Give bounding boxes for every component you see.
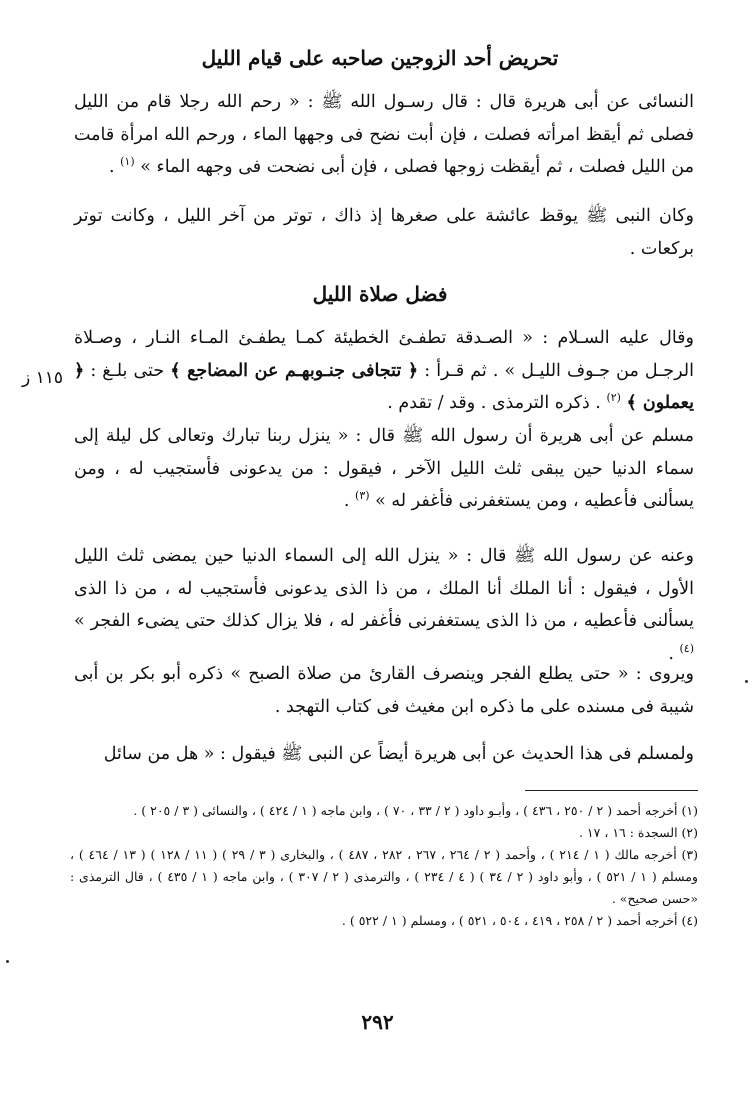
- footnotes: [70, 800, 698, 932]
- hadith-text-c: . ذكره الترمذى . وقد / تقدم .: [387, 393, 601, 413]
- footnote-separator: [525, 790, 698, 791]
- scan-speck: [745, 680, 748, 683]
- hadith-text: النسائى عن أبى هريرة قال : قال رسـول الله ﷺ : « رحم الله رجلا قام من الليل فصلى ثم أيقظ امرأته فصلت ، فإن أبت نضح فى وجهها الماء ، ورحم الله امرأة قامت من الليل فصلت ، ثم أيقظت زوجها فصلى ، فإن أبى نضحت فى وجهه الماء »: [74, 92, 694, 177]
- footnote-2: (٢) السجدة : ١٦ ، ١٧ .: [578, 825, 698, 840]
- footnote-ref-3: (٣): [355, 489, 370, 503]
- hadith-text-a: وقال عليه السـلام : « الصـدقة تطفـئ الخطيئة كمـا يطفـئ المـاء النـار ، وصـلاة الرجـل من جـوف الليـل » . ثم قـرأ :: [74, 328, 694, 381]
- paragraph-muslim-continuation: ولمسلم فى هذا الحديث عن أبى هريرة أيضاً عن النبى ﷺ فيقول : « هل من سائل: [103, 744, 694, 764]
- page-number: ٢٩٢: [361, 1010, 394, 1034]
- paragraph-ibn-abi-shaybah: ويروى : « حتى يطلع الفجر وينصرف القارئ من صلاة الصبح » ذكره أبو بكر بن أبى شيبة فى مسنده على ما ذكره ابن مغيث فى كتاب التهجد .: [74, 664, 694, 717]
- paragraph-sadaqa-hadith: [74, 322, 694, 420]
- footnote-1: (١) أخرجه أحمد ( ٢ / ٢٥٠ ، ٤٣٦ ) ، وأبـو داود ( ٢ / ٣٣ ، ٧٠ ) ، وابن ماجه ( ١ / ٤٢٤ ) ، والنسائى ( ٣ / ٢٠٥ ) .: [133, 803, 698, 818]
- section-heading-encouraging-spouse: تحريض أحد الزوجين صاحبه على قيام الليل: [201, 46, 559, 70]
- hadith-end: .: [108, 157, 115, 177]
- paragraph-descent-hadith: [74, 540, 694, 670]
- quran-quote-2: ﴿ يعملون ﴾: [74, 360, 694, 413]
- footnote-ref-2: (٢): [606, 391, 621, 405]
- section-heading-night-prayer-virtue: فضل صلاة الليل: [312, 282, 448, 306]
- paragraph-aisha-witr: وكان النبى ﷺ يوقظ عائشة على صغرها إذ ذاك ، توتر من آخر الليل ، وكانت توتر بركعات .: [74, 206, 694, 259]
- hadith-text: وعنه عن رسول الله ﷺ قال : « ينزل الله إلى السماء الدنيا حين يمضى ثلث الليل الأول ، فيقول : أنا الملك أنا الملك ، من ذا الذى يدعونى فأستجيب له ، من ذا الذى يسألنى فأعطيه ، من ذا الذى يستغفرنى فأغفر له ، فلا يزال كذلك حتى يضىء الفجر »: [74, 546, 694, 631]
- hadith-text-b: حتى بلـغ :: [84, 360, 165, 381]
- footnote-3: (٣) أخرجه مالك ( ١ / ٢١٤ ) ، وأحمد ( ٢ / ٢٦٤ ، ٢٦٧ ، ٢٨٢ ، ٤٨٧ ) ، والبخارى ( ٣ / ٢٩ ) ( ١١ / ١٢٨ ) ( ١٣ / ٤٦٤ ) ، ومسلم ( ١ / ٥٢١ ) ، وأبو داود ( ٢ / ٣٤ ) ( ٤ / ٢٣٤ ) ، والترمذى ( ٢ / ٣٠٧ ) ، وابن ماجه ( ١ / ٤٣٥ ) ، قال الترمذى : «حسن صحيح» .: [70, 847, 698, 906]
- hadith-text: مسلم عن أبى هريرة أن رسول الله ﷺ قال : « ينزل ربنا تبارك وتعالى كل ليلة إلى سماء الدنيا حين يبقى ثلث الليل الآخر ، فيقول : من يدعونى فأستجيب له ، ومن يسألنى فأعطيه ، ومن يستغفرنى فأغفر له »: [74, 426, 694, 511]
- quran-quote-1: ﴿ تتجافى جنـوبهـم عن المضاجع ﴾: [170, 360, 419, 381]
- marginal-folio-note: ١١٥ ز: [22, 368, 64, 388]
- scan-speck: [6, 960, 9, 963]
- footnote-ref-4: (٤): [679, 641, 694, 655]
- hadith-end: .: [668, 643, 674, 664]
- paragraph-nasai-hadith: [74, 86, 694, 184]
- footnote-ref-1: (١): [120, 155, 135, 169]
- paragraph-muslim-hadith: [74, 420, 694, 518]
- hadith-end: .: [343, 491, 350, 511]
- footnote-4: (٤) أخرجه أحمد ( ٢ / ٢٥٨ ، ٤١٩ ، ٥٠٤ ، ٥٢١ ) ، ومسلم ( ١ / ٥٢٢ ) .: [341, 913, 698, 928]
